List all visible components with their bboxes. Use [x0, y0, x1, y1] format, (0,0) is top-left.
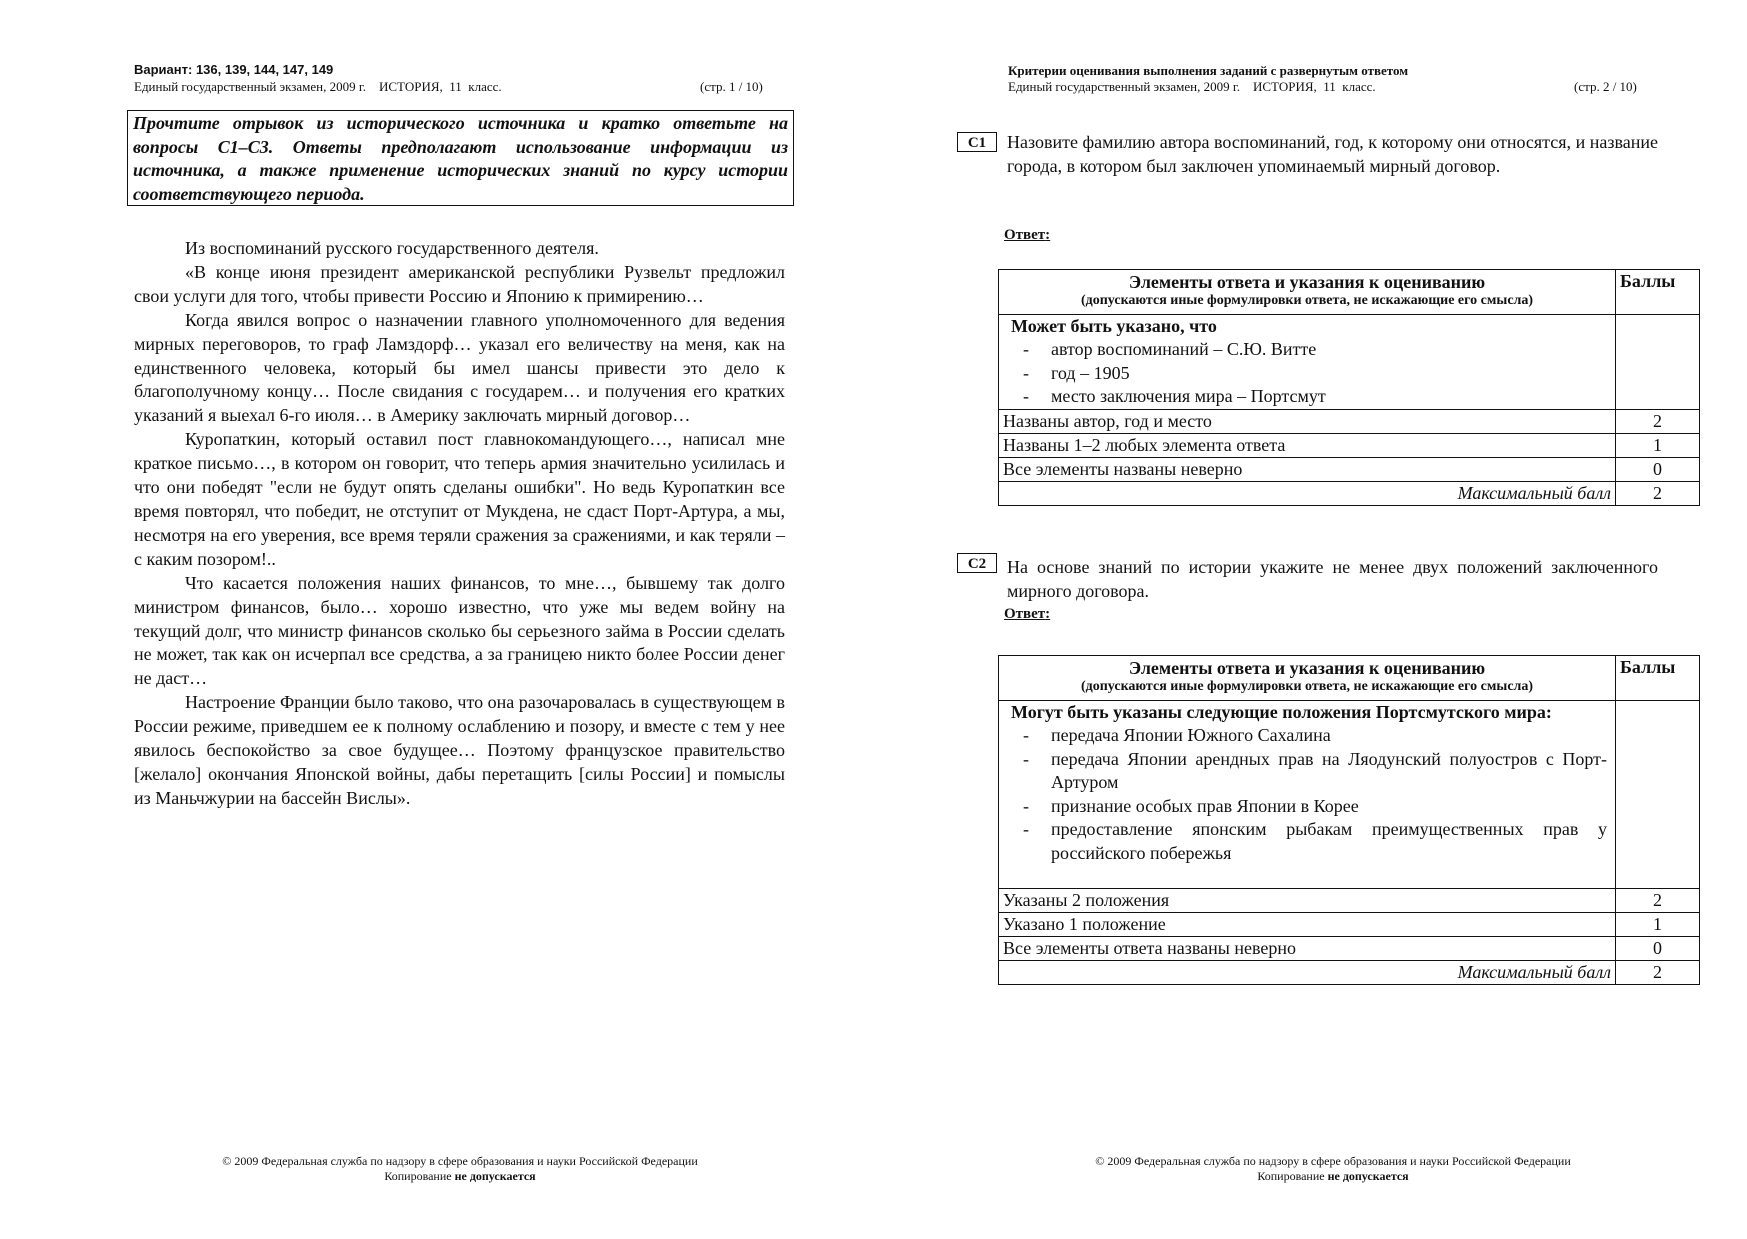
list-item: - год – 1905: [1023, 362, 1130, 383]
table-header-row: [999, 656, 1700, 701]
exam-header-right: [1008, 79, 1648, 95]
instruction-box: Прочтите отрывок из исторического источника и кратко ответьте на вопросы С1–С3. Ответы предполагают использование информации из источника, а также применение исторических знаний по курсу истории соответствующего периода.: [127, 110, 794, 206]
variant-label: Вариант: 136, 139, 144, 147, 149: [134, 62, 334, 77]
table-row: Все элементы названы неверно 0: [999, 457, 1700, 481]
source-paragraph: Настроение Франции было таково, что она разочаровалась в существующем в России режиме, приведшем ее к полному ослаблению и позору, и вместе с тем у нее явилось беспокойство за свое будущее… Поэтому французское правительство [желало] окончания Японской войны, дабы перетащить [силы России] и помыслы из Маньчжурии на бассейн Вислы».: [134, 692, 785, 808]
table-row: Названы автор, год и место 2: [999, 409, 1700, 433]
source-paragraph: «В конце июня президент американской республики Рузвельт предложил свои услуги для того, чтобы привести Россию и Японию к примирению…: [134, 261, 785, 306]
list-item: - передача Японии Южного Сахалина: [1023, 725, 1331, 745]
source-paragraph: Что касается положения наших финансов, то мне…, бывшему так долго министром финансов, было… хорошо известно, что уже мы ведем войну на текущий долг, что министр финансов сколько бы серьезного займа в России сделать не может, так как он исчерпал все средства, а за границею никто более России денег не даст…: [134, 572, 785, 689]
footer-copy-notice: Копирование не допускается: [384, 1169, 536, 1183]
source-excerpt: [134, 237, 785, 811]
answer-elements-cell: Может быть указано, что - автор воспоминаний – С.Ю. Витте - год – 1905 - место заключения мира – Портсмут: [999, 315, 1616, 410]
source-paragraph: Когда явился вопрос о назначении главного уполномоченного для ведения мирных переговоров, то граф Ламздорф… указал его величеству на меня, как на единственного человека, который бы имел шансы привести это дело к благополучному концу… После свидания с государем… и получения его кратких указаний я выехал 6-го июля… в Америку заключать мирный договор…: [134, 309, 785, 426]
source-paragraph: Куропаткин, который оставил пост главнокомандующего…, написал мне краткое письмо…, в котором он говорит, что теперь армия значительно усилилась и что они победят "если не будут опять сделаны ошибки". Но ведь Куропаткин все время повторял, что победит, не отступит от Мукдена, не сдаст Порт-Артура, а мы, несмотря на его уверения, все время теряли сражения за сражениями, и как теряли – с каким позором!..: [134, 429, 785, 569]
criteria-table-c2: [998, 655, 1700, 985]
page-number-right: (стр. 2 / 10): [1574, 79, 1637, 94]
table-row: [999, 315, 1700, 410]
list-item: - признание особых прав Японии в Корее: [1023, 795, 1359, 816]
criteria-table-c1: [998, 269, 1700, 506]
table-row: Названы 1–2 любых элемента ответа 1: [999, 433, 1700, 457]
answer-elements-cell: Могут быть указаны следующие положения Портсмутского мира: - передача Японии Южного Сахалина - передача Японии арендных прав на Ляодунский полуостров с Порт-Артуром - признание особых прав Японии в Корее - предоставление японским рыбакам преимущественных прав у российского побережья: [999, 701, 1616, 889]
question-code-c2: С2: [957, 553, 997, 573]
answer-elements-list: [1003, 724, 1611, 865]
question-c1: Назовите фамилию автора воспоминаний, год, к которому они относятся, и название города, в котором был заключен упоминаемый мирный договор.: [1007, 132, 1658, 176]
list-item: - место заключения мира – Портсмут: [1023, 386, 1326, 406]
page-number-left: (стр. 1 / 10): [700, 79, 763, 94]
footer-copyright: © 2009 Федеральная служба по надзору в сфере образования и науки Российской Федерации: [1095, 1154, 1571, 1168]
answer-label-c1: Ответ:: [1004, 227, 1051, 243]
list-item: - автор воспоминаний – С.Ю. Витте: [1023, 339, 1317, 359]
exam-line: Единый государственный экзамен, 2009 г. ИСТОРИЯ, 11 класс.: [1008, 79, 1376, 94]
list-item: - передача Японии арендных прав на Ляодунский полуостров с Порт-Артуром: [1023, 748, 1608, 792]
table-header-row: [999, 270, 1700, 315]
exam-header-left: [134, 79, 774, 95]
points-header: Баллы: [1616, 656, 1700, 701]
footer-copyright: © 2009 Федеральная служба по надзору в сфере образования и науки Российской Федерации: [222, 1154, 698, 1168]
points-header: Баллы: [1616, 270, 1700, 315]
question-c2: На основе знаний по истории укажите не менее двух положений заключенного мирного договора.: [1007, 557, 1658, 601]
table-row: [999, 701, 1700, 889]
source-paragraph: Из воспоминаний русского государственного деятеля.: [185, 238, 599, 258]
max-score-row: Максимальный балл 2: [999, 481, 1700, 505]
max-score-row: Максимальный балл 2: [999, 961, 1700, 985]
table-header: Элементы ответа и указания к оцениванию (допускаются иные формулировки ответа, не искажающие его смысла): [999, 270, 1616, 315]
question-code-c1: С1: [957, 132, 997, 152]
table-row: Указано 1 положение 1: [999, 913, 1700, 937]
answer-elements-list: [1003, 338, 1611, 409]
footer-right: [1033, 1154, 1633, 1184]
footer-copy-notice: Копирование не допускается: [1257, 1169, 1409, 1183]
table-row: Все элементы ответа названы неверно 0: [999, 937, 1700, 961]
exam-line: Единый государственный экзамен, 2009 г. ИСТОРИЯ, 11 класс.: [134, 79, 502, 94]
footer-left: [160, 1154, 760, 1184]
table-header: Элементы ответа и указания к оцениванию (допускаются иные формулировки ответа, не искажающие его смысла): [999, 656, 1616, 701]
answer-label-c2: Ответ:: [1004, 606, 1051, 622]
list-item: - предоставление японским рыбакам преимущественных прав у российского побережья: [1023, 819, 1608, 863]
criteria-title: Критерии оценивания выполнения заданий с развернутым ответом: [1008, 63, 1409, 78]
table-row: Указаны 2 положения 2: [999, 889, 1700, 913]
